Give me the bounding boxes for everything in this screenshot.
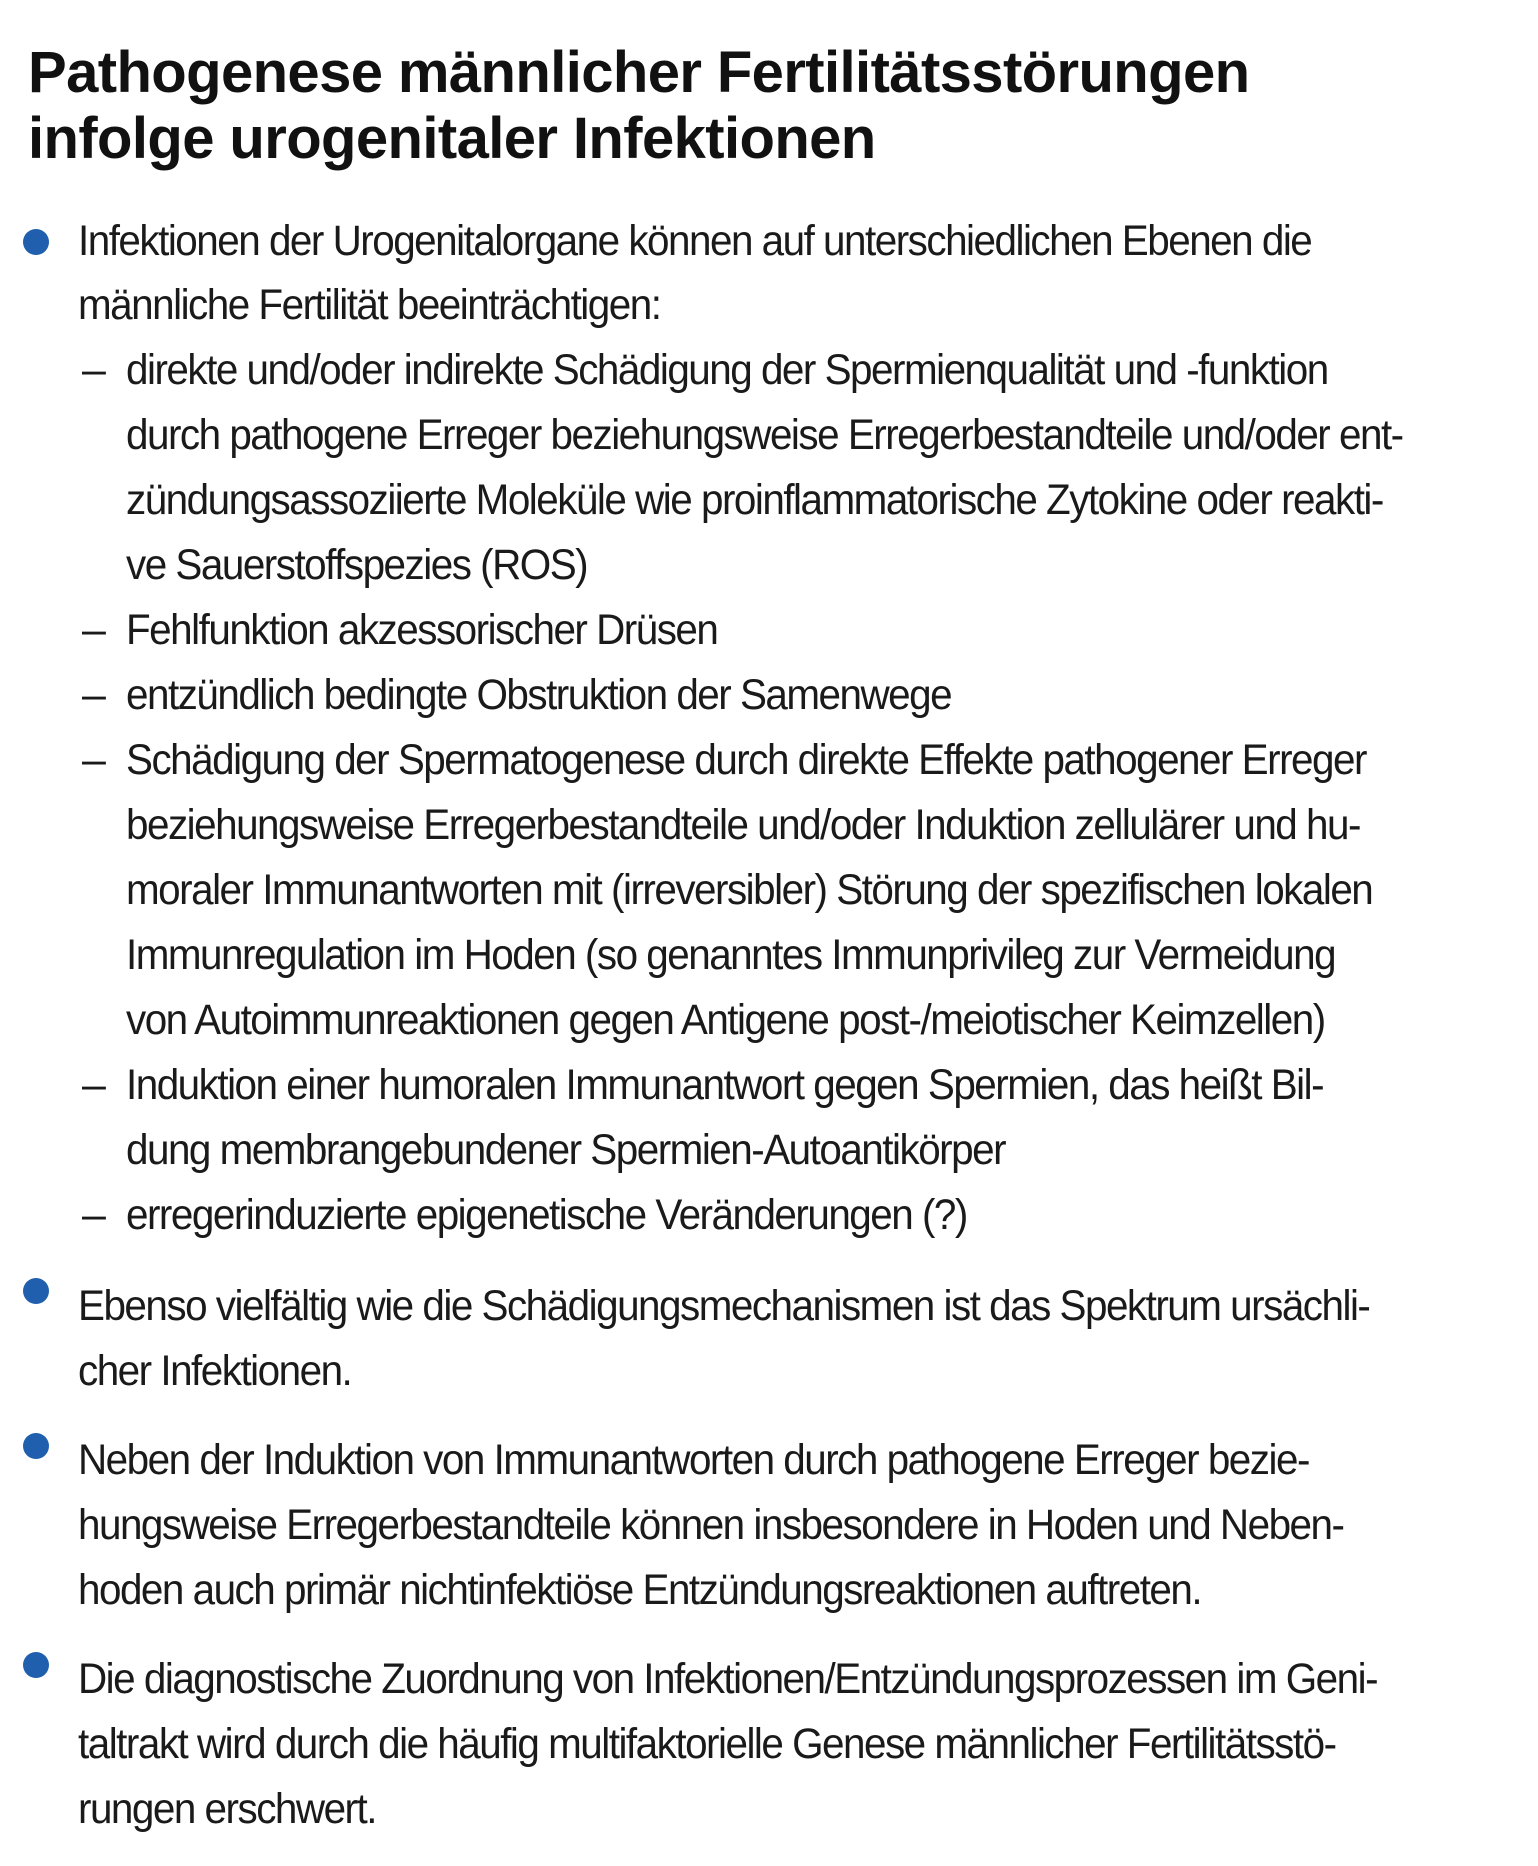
title-line-1: Pathogenese männlicher Fertilitätsstörungen [28,40,1250,105]
dash-marker: – [82,736,106,784]
sub-item-text-line: entzündlich bedingte Obstruktion der Samenwege [126,671,952,719]
sub-item-text-line: von Autoimmunreaktionen gegen Antigene post-/meiotischer Keimzellen) [126,996,1325,1044]
bullet-dot [23,229,49,255]
sub-item-text-line: Schädigung der Spermatogenese durch direkte Effekte pathogener Erreger [126,736,1366,784]
sub-item-text-line: moraler Immunantworten mit (irreversibler) Störung der spezifischen lokalen [126,866,1373,914]
bullet-text-line: männliche Fertilität beeinträchtigen: [78,281,661,329]
sub-item-text-line: beziehungsweise Erregerbestandteile und/oder Induktion zellulärer und hu- [126,801,1360,849]
bullet-text-line: hungsweise Erregerbestandteile können insbesondere in Hoden und Neben- [78,1501,1344,1549]
dash-marker: – [82,606,106,654]
bullet-dot [23,1433,49,1459]
bullet-text-line: Ebenso vielfältig wie die Schädigungsmechanismen ist das Spektrum ursächli- [78,1282,1370,1330]
sub-item-text-line: ve Sauerstoffspezies (ROS) [126,541,588,589]
bullet-dot [23,1278,49,1304]
dash-marker: – [82,1191,106,1239]
title-line-2: infolge urogenitaler Infektionen [28,106,876,171]
bullet-text-line: cher Infektionen. [78,1347,352,1395]
dash-marker: – [82,346,106,394]
sub-item-text-line: Induktion einer humoralen Immunantwort gegen Spermien, das heißt Bil- [126,1061,1324,1109]
sub-item-text-line: zündungsassoziierte Moleküle wie proinflammatorische Zytokine oder reakti- [126,476,1383,524]
sub-item-text-line: durch pathogene Erreger beziehungsweise Erregerbestandteile und/oder ent- [126,411,1403,459]
dash-marker: – [82,671,106,719]
page-title [28,40,1508,172]
bullet-text-line: Infektionen der Urogenitalorgane können auf unterschiedlichen Ebenen die [78,217,1312,265]
bullet-text-line: hoden auch primär nichtinfektiöse Entzündungsreaktionen auftreten. [78,1566,1202,1614]
sub-item-text-line: direkte und/oder indirekte Schädigung der Spermienqualität und -funktion [126,346,1328,394]
sub-item-text-line: Immunregulation im Hoden (so genanntes Immunprivileg zur Vermeidung [126,931,1336,979]
sub-item-text-line: erregerinduzierte epigenetische Veränderungen (?) [126,1191,967,1239]
bullet-dot [23,1652,49,1678]
sub-item-text-line: dung membrangebundener Spermien-Autoantikörper [126,1126,1006,1174]
bullet-text-line: taltrakt wird durch die häufig multifaktorielle Genese männlicher Fertilitätsstö- [78,1720,1336,1768]
dash-marker: – [82,1061,106,1109]
bullet-text-line: Neben der Induktion von Immunantworten durch pathogene Erreger bezie- [78,1436,1309,1484]
bullet-text-line: Die diagnostische Zuordnung von Infektionen/Entzündungsprozessen im Geni- [78,1655,1378,1703]
sub-item-text-line: Fehlfunktion akzessorischer Drüsen [126,606,718,654]
bullet-text-line: rungen erschwert. [78,1785,376,1833]
